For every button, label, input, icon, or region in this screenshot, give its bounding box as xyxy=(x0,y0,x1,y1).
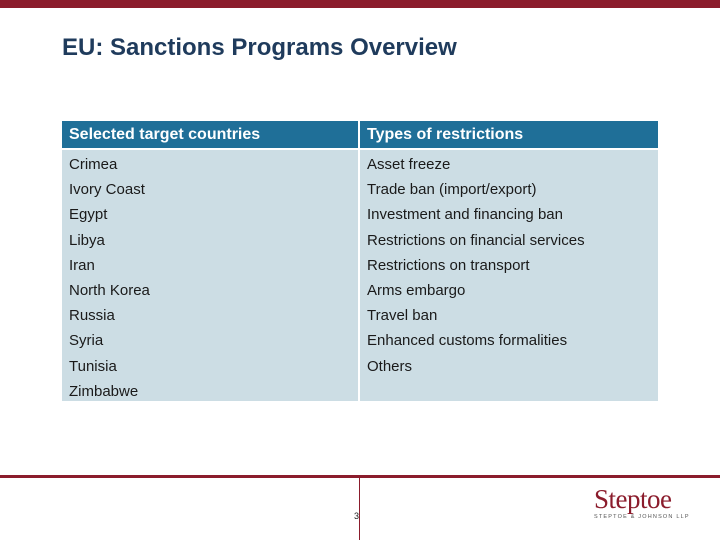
header-restriction-types: Types of restrictions xyxy=(360,121,658,148)
footer-center-tick xyxy=(359,478,360,540)
country-item: Tunisia xyxy=(69,357,117,375)
countries-column xyxy=(62,150,358,401)
header-target-countries: Selected target countries xyxy=(62,121,358,148)
steptoe-logo xyxy=(594,484,690,524)
restriction-item: Others xyxy=(367,357,413,375)
country-item: Libya xyxy=(69,231,105,249)
restriction-item: Investment and financing ban xyxy=(367,206,563,224)
country-item: Russia xyxy=(69,307,115,325)
restriction-item: Arms embargo xyxy=(367,281,466,299)
restriction-item: Travel ban xyxy=(367,307,438,325)
country-item: Egypt xyxy=(69,206,108,224)
page-number: 3 xyxy=(354,511,360,521)
country-item: North Korea xyxy=(69,281,150,299)
country-item: Iran xyxy=(69,256,95,274)
restriction-item: Asset freeze xyxy=(367,156,451,173)
restriction-item: Restrictions on transport xyxy=(367,256,530,274)
restriction-item: Enhanced customs formalities xyxy=(367,332,568,350)
logo-wordmark: Steptoe xyxy=(594,484,672,514)
logo-subtitle: STEPTOE & JOHNSON LLP xyxy=(594,514,690,520)
slide-title: EU: Sanctions Programs Overview xyxy=(62,34,457,61)
sanctions-table xyxy=(62,121,658,401)
restriction-item: Restrictions on financial services xyxy=(367,231,585,249)
country-item: Ivory Coast xyxy=(69,181,145,199)
table-body xyxy=(62,150,658,401)
table-header-row xyxy=(62,121,658,148)
restrictions-column xyxy=(360,150,658,401)
country-item: Syria xyxy=(69,332,104,350)
country-item: Crimea xyxy=(69,156,118,173)
footer-divider xyxy=(0,475,720,478)
restriction-item: Trade ban (import/export) xyxy=(367,181,537,199)
country-item: Zimbabwe xyxy=(69,382,139,400)
top-accent-bar xyxy=(0,0,720,8)
